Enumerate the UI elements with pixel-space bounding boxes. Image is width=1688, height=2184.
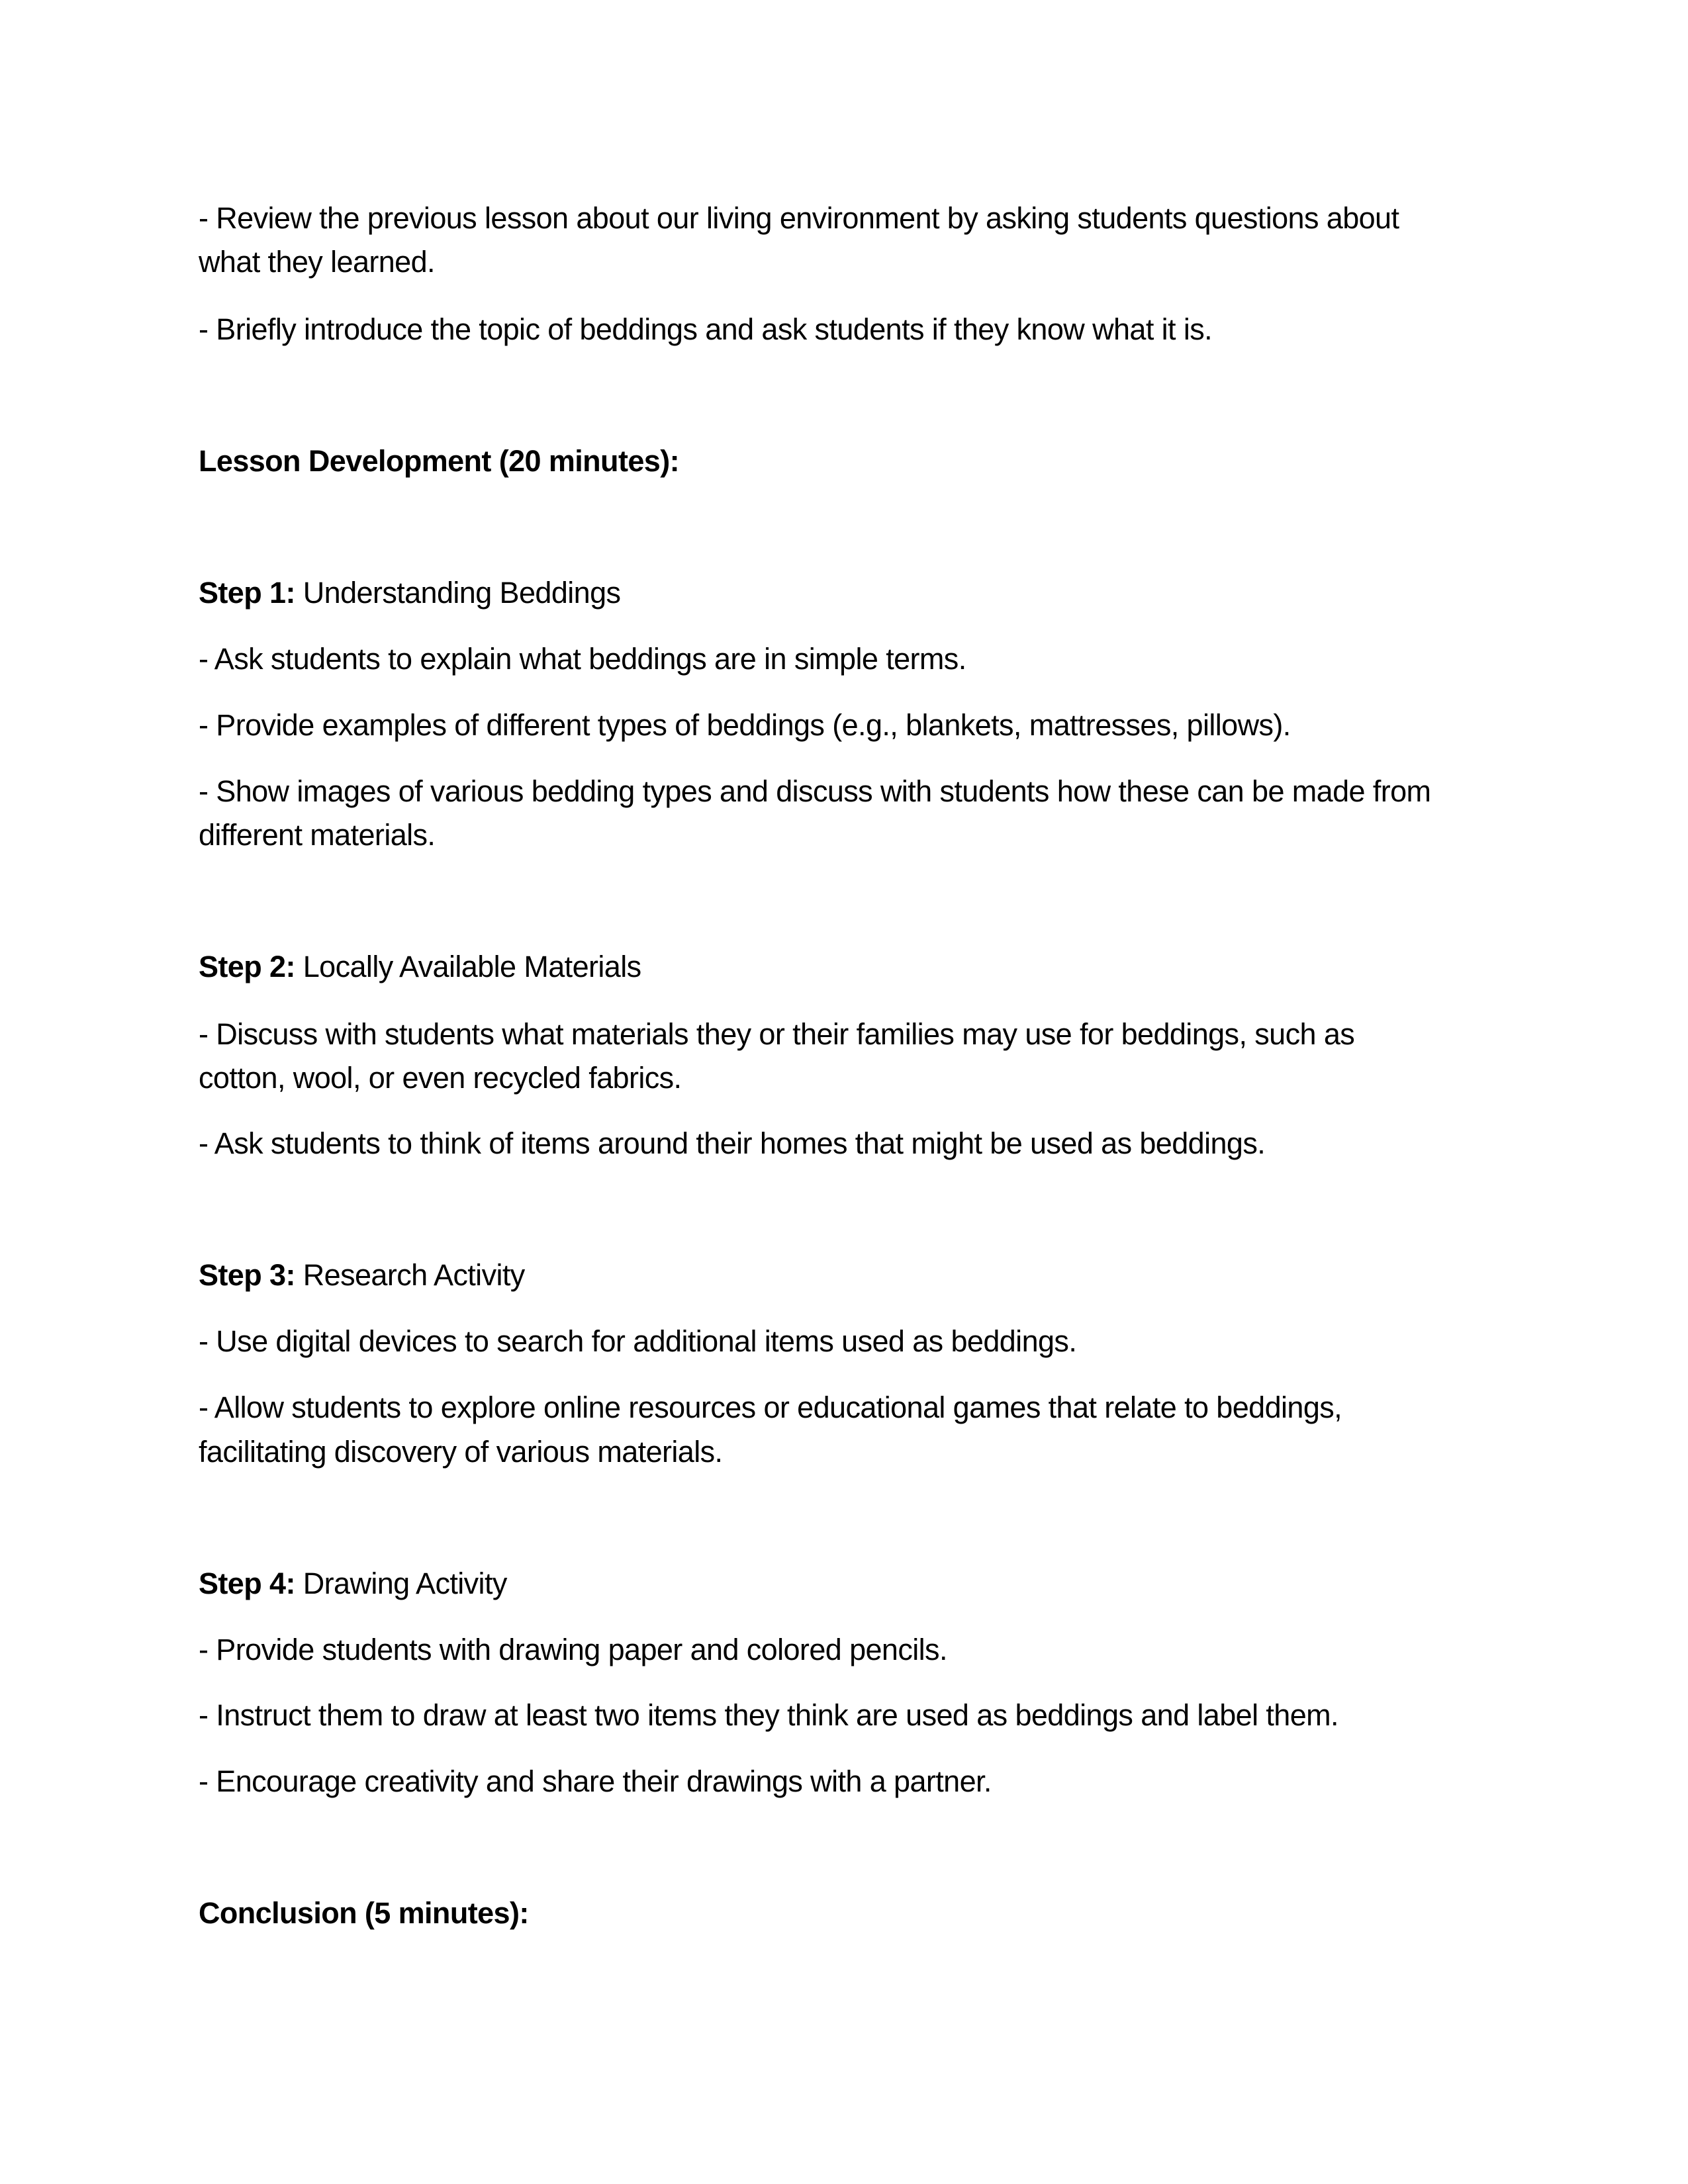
step-2-bullet-2: - Ask students to think of items around their homes that might be used as beddings. xyxy=(199,1126,1266,1160)
step-4-bullet-3: - Encourage creativity and share their drawings with a partner. xyxy=(199,1764,992,1798)
step-2-heading xyxy=(199,950,641,984)
step-1-title: Understanding Beddings xyxy=(303,576,621,610)
step-2-label: Step 2: xyxy=(199,950,295,983)
step-1-bullet-2: - Provide examples of different types of beddings (e.g., blankets, mattresses, pillows). xyxy=(199,708,1291,742)
lesson-development-heading: Lesson Development (20 minutes): xyxy=(199,444,679,478)
step-1-heading xyxy=(199,576,620,610)
step-3-label: Step 3: xyxy=(199,1258,295,1292)
intro-bullet-review-line-2: what they learned. xyxy=(199,245,435,279)
step-2-bullet-1-line-1: - Discuss with students what materials they or their families may use for beddings, such as xyxy=(199,1017,1355,1051)
step-4-bullet-2: - Instruct them to draw at least two items they think are used as beddings and label them. xyxy=(199,1698,1338,1732)
conclusion-heading: Conclusion (5 minutes): xyxy=(199,1896,529,1930)
step-4-label: Step 4: xyxy=(199,1567,295,1600)
step-3-bullet-1: - Use digital devices to search for additional items used as beddings. xyxy=(199,1324,1077,1358)
step-3-bullet-2-line-2: facilitating discovery of various materials. xyxy=(199,1435,723,1469)
intro-bullet-introduce: - Briefly introduce the topic of beddings and ask students if they know what it is. xyxy=(199,312,1213,346)
step-3-title: Research Activity xyxy=(303,1258,525,1292)
step-3-heading xyxy=(199,1258,525,1293)
step-1-bullet-3-line-2: different materials. xyxy=(199,818,436,852)
step-2-bullet-1-line-2: cotton, wool, or even recycled fabrics. xyxy=(199,1061,682,1095)
step-1-bullet-1: - Ask students to explain what beddings are in simple terms. xyxy=(199,642,966,676)
step-3-bullet-2-line-1: - Allow students to explore online resources or educational games that relate to beddings, xyxy=(199,1390,1342,1424)
step-4-heading xyxy=(199,1567,507,1601)
step-4-title: Drawing Activity xyxy=(303,1567,507,1600)
step-1-bullet-3-line-1: - Show images of various bedding types and discuss with students how these can be made from xyxy=(199,774,1431,808)
step-1-label: Step 1: xyxy=(199,576,295,610)
step-4-bullet-1: - Provide students with drawing paper and colored pencils. xyxy=(199,1633,947,1666)
step-2-title: Locally Available Materials xyxy=(303,950,641,983)
intro-bullet-review-line-1: - Review the previous lesson about our living environment by asking students questions about xyxy=(199,201,1399,235)
